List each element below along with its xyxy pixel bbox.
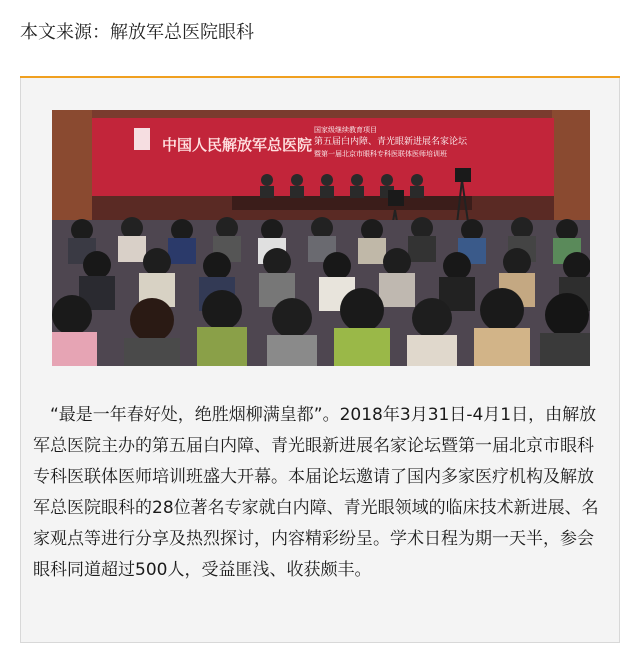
article-source: 本文来源：解放军总医院眼科 [20,22,254,43]
conference-photo [52,110,590,366]
banner-line3-text: 暨第一届北京市眼科专科医联体医师培训班 [314,150,447,158]
article-paragraph: “最是一年春好处，绝胜烟柳满皇都”。2018年3月31日-4月1日，由解放军总医院主办的第五届白内障、青光眼新进展名家论坛暨第一届北京市眼科专科医联体医师培训班盛大开幕。本届论坛邀请了国内多家医疗机构及解放军总医院眼科的28位著名专家就白内障、青光眼领域的临床技术新进展、名家观点等进行分享及热烈探讨，内容精彩纷呈。学术日程为期一天半，参会眼科同道超过500人，受益匪浅、收获颇丰。 [33,405,599,580]
banner-line2-text: 第五届白内障、青光眼新进展名家论坛 [314,137,468,147]
article-card [20,78,620,643]
banner-title-text: 中国人民解放军总医院 [162,136,313,154]
banner-line1-text: 国家级继续教育项目 [314,126,377,134]
